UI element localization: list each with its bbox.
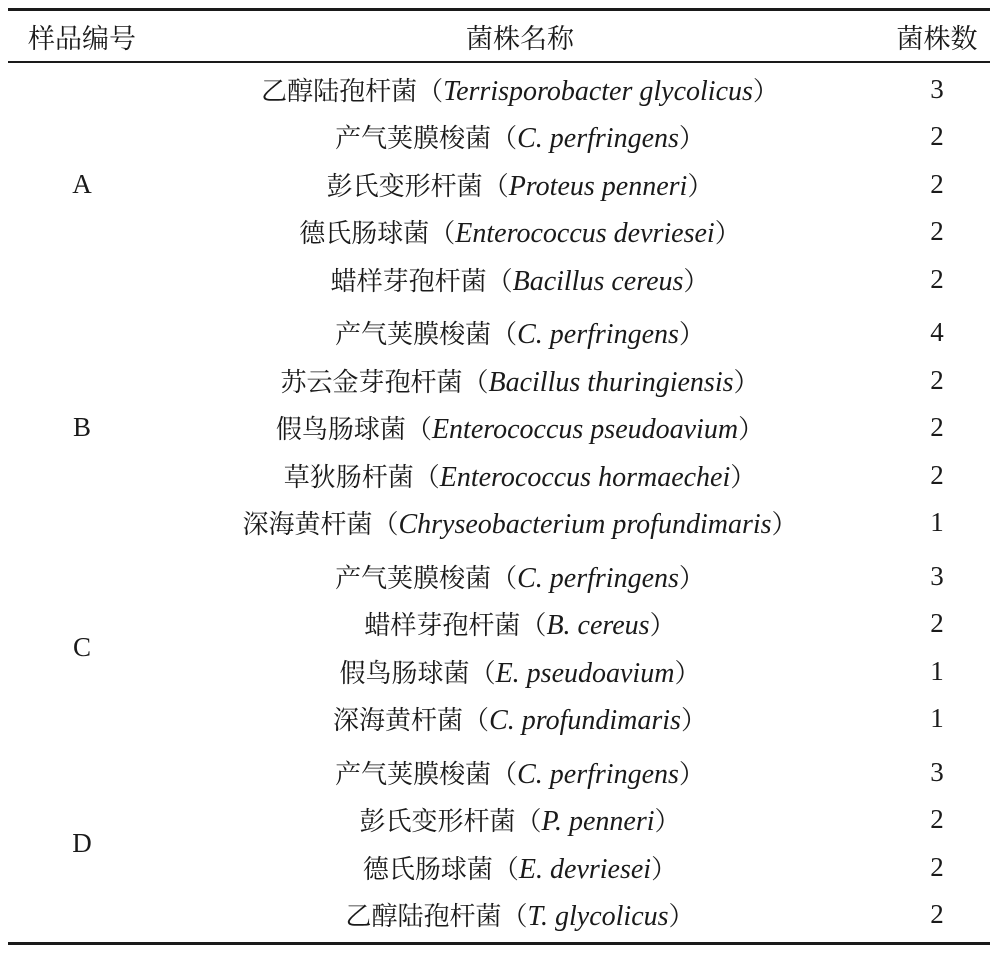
strain-name-latin: E. devriesei [518, 853, 652, 885]
close-paren: ） [654, 807, 681, 838]
sample-id: B [72, 412, 91, 443]
strain-table [8, 8, 990, 945]
strain-count: 1 [930, 655, 944, 686]
strain-name-latin: Chryseobacterium profundimaris [398, 509, 772, 541]
open-paren: （ [372, 510, 399, 541]
strain-name-latin: Terrisporobacter glycolicus [443, 75, 753, 107]
strain-name [156, 409, 884, 446]
open-paren: （ [491, 759, 518, 790]
strain-count: 3 [930, 560, 944, 591]
table-row [156, 891, 990, 939]
strain-rows [156, 749, 990, 939]
strain-name [156, 504, 884, 541]
strain-name-latin: Proteus penneri [508, 170, 688, 202]
sample-id: D [72, 828, 92, 858]
table-row [156, 499, 990, 547]
strain-name [156, 71, 884, 108]
table-row [156, 208, 990, 256]
header-name: 菌株名称 [466, 23, 574, 55]
strain-name-latin: Bacillus cereus [512, 265, 684, 297]
table-header [8, 11, 990, 61]
bottom-rule [8, 942, 990, 945]
strain-name-latin: Enterococcus hormaechei [439, 461, 731, 493]
strain-count: 1 [930, 703, 944, 734]
table-row [156, 357, 990, 405]
table-row [156, 600, 990, 648]
open-paren: （ [429, 219, 456, 250]
table-row [156, 256, 990, 304]
close-paren: ） [674, 658, 701, 689]
strain-name [156, 118, 884, 155]
sample-group [8, 746, 990, 942]
strain-name-latin: P. penneri [541, 806, 655, 838]
open-paren: （ [486, 266, 513, 297]
sample-group [8, 550, 990, 746]
strain-name-chinese: 产气荚膜梭菌 [335, 759, 492, 790]
strain-name-chinese: 彭氏变形杆菌 [359, 807, 516, 838]
strain-name [156, 261, 884, 298]
close-paren: ） [649, 611, 676, 642]
strain-name [156, 605, 884, 642]
strain-name-latin: Enterococcus devriesei [455, 218, 715, 250]
strain-count: 2 [930, 412, 944, 443]
strain-count: 2 [930, 459, 944, 490]
close-paren: ） [714, 219, 741, 250]
strain-name [156, 558, 884, 595]
strain-name [156, 801, 884, 838]
table-row [156, 452, 990, 500]
open-paren: （ [482, 171, 509, 202]
strain-count: 3 [930, 756, 944, 787]
open-paren: （ [491, 124, 518, 155]
strain-count: 2 [930, 851, 944, 882]
strain-count: 2 [930, 216, 944, 247]
strain-name-latin: T. glycolicus [527, 901, 669, 933]
strain-count: 1 [930, 507, 944, 538]
strain-name-latin: C. perfringens [517, 562, 679, 594]
strain-count: 2 [930, 608, 944, 639]
table-row [156, 796, 990, 844]
sample-id: A [72, 168, 92, 199]
strain-name-latin: C. perfringens [517, 319, 679, 351]
strain-name-chinese: 产气荚膜梭菌 [335, 320, 492, 351]
table-row [156, 749, 990, 797]
strain-name-chinese: 乙醇陆孢杆菌 [345, 902, 502, 933]
strain-name [156, 362, 884, 399]
close-paren: ） [651, 854, 678, 885]
open-paren: （ [405, 415, 432, 446]
strain-name-latin: C. profundimaris [489, 705, 681, 737]
close-paren: ） [680, 706, 707, 737]
strain-name-chinese: 草狄肠杆菌 [283, 462, 414, 493]
table-row [156, 161, 990, 209]
strain-name [156, 213, 884, 250]
table-body [8, 63, 990, 942]
strain-name [156, 314, 884, 351]
open-paren: （ [417, 76, 444, 107]
header-sample: 样品编号 [28, 23, 136, 55]
close-paren: ） [752, 76, 779, 107]
table-row [156, 309, 990, 357]
open-paren: （ [469, 658, 496, 689]
open-paren: （ [515, 807, 542, 838]
open-paren: （ [462, 367, 489, 398]
strain-rows [156, 553, 990, 743]
close-paren: ） [678, 759, 705, 790]
strain-name-latin: E. pseudoavium [495, 657, 675, 689]
strain-name [156, 457, 884, 494]
close-paren: ） [687, 171, 714, 202]
open-paren: （ [520, 611, 547, 642]
strain-count: 4 [930, 317, 944, 348]
close-paren: ） [683, 266, 710, 297]
strain-count: 2 [930, 899, 944, 930]
strain-rows [156, 66, 990, 304]
strain-name [156, 653, 884, 690]
sample-id: C [72, 632, 91, 662]
strain-name-chinese: 产气荚膜梭菌 [335, 124, 492, 155]
close-paren: ） [733, 367, 760, 398]
strain-name-chinese: 深海黄杆菌 [242, 510, 373, 541]
table-row [156, 553, 990, 601]
strain-name-latin: Enterococcus pseudoavium [431, 414, 739, 446]
close-paren: ） [678, 124, 705, 155]
table-row [156, 844, 990, 892]
close-paren: ） [668, 902, 695, 933]
strain-name-chinese: 假鸟肠球菌 [339, 658, 470, 689]
sample-group [8, 306, 990, 550]
open-paren: （ [501, 902, 528, 933]
strain-count: 2 [930, 168, 944, 199]
open-paren: （ [413, 462, 440, 493]
strain-name-chinese: 德氏肠球菌 [362, 854, 493, 885]
close-paren: ） [771, 510, 798, 541]
close-paren: ） [730, 462, 757, 493]
table-row [156, 113, 990, 161]
open-paren: （ [491, 563, 518, 594]
table-row [156, 695, 990, 743]
close-paren: ） [678, 563, 705, 594]
strain-name-latin: B. cereus [546, 610, 650, 642]
strain-name [156, 896, 884, 933]
header-count: 菌株数 [896, 23, 978, 55]
strain-name [156, 849, 884, 886]
strain-name-latin: Bacillus thuringiensis [488, 366, 734, 398]
strain-rows [156, 309, 990, 547]
strain-name-chinese: 深海黄杆菌 [333, 706, 464, 737]
strain-name-chinese: 产气荚膜梭菌 [335, 563, 492, 594]
strain-name-chinese: 苏云金芽孢杆菌 [280, 367, 463, 398]
strain-count: 3 [930, 73, 944, 104]
open-paren: （ [463, 706, 490, 737]
strain-name-chinese: 德氏肠球菌 [299, 219, 430, 250]
close-paren: ） [678, 320, 705, 351]
open-paren: （ [492, 854, 519, 885]
table-row [156, 648, 990, 696]
strain-name-chinese: 蜡样芽孢杆菌 [330, 266, 487, 297]
strain-name-latin: C. perfringens [517, 123, 679, 155]
strain-name [156, 166, 884, 203]
strain-name-chinese: 假鸟肠球菌 [275, 415, 406, 446]
strain-name-chinese: 乙醇陆孢杆菌 [261, 76, 418, 107]
table-row [156, 66, 990, 114]
strain-count: 2 [930, 263, 944, 294]
close-paren: ） [738, 415, 765, 446]
strain-name [156, 700, 884, 737]
open-paren: （ [491, 320, 518, 351]
strain-name-chinese: 蜡样芽孢杆菌 [364, 611, 521, 642]
strain-count: 2 [930, 364, 944, 395]
strain-name-latin: C. perfringens [517, 758, 679, 790]
strain-count: 2 [930, 804, 944, 835]
table-row [156, 404, 990, 452]
strain-count: 2 [930, 121, 944, 152]
strain-name [156, 754, 884, 791]
sample-group [8, 63, 990, 307]
strain-name-chinese: 彭氏变形杆菌 [326, 171, 483, 202]
